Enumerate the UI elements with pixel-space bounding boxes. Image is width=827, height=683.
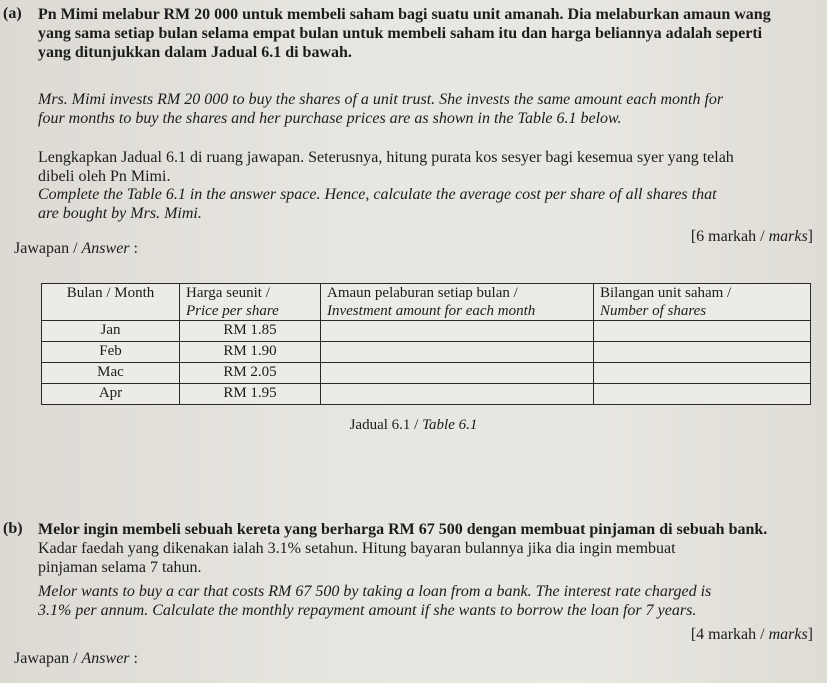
header-shares-ms: Bilangan unit saham / [600, 285, 732, 301]
answer-end: : [129, 650, 138, 667]
price-cell: RM 2.05 [180, 363, 321, 384]
part-a-marks [691, 228, 813, 246]
month-cell: Jan [42, 321, 180, 342]
part-b-en-line: Melor wants to buy a car that costs RM 67 500 by taking a loan from a bank. The interest rate charged is [38, 583, 712, 600]
answer-ms: Jawapan / [14, 650, 82, 667]
part-b-ms-line: Melor ingin membeli sebuah kereta yang berharga RM 67 500 dengan membuat pinjaman di sebuah bank. [38, 521, 768, 538]
table-row [42, 321, 811, 342]
marks-end: ] [807, 626, 813, 643]
answer-ms: Jawapan / [14, 240, 82, 257]
part-a-ms-line: yang sama setiap bulan selama empat bulan untuk membeli saham itu dan harga beliannya adalah seperti [38, 25, 763, 42]
header-price [180, 284, 321, 321]
instruction-ms-line: dibeli oleh Pn Mimi. [38, 168, 171, 185]
table-6-1 [41, 283, 811, 405]
part-b-marks [691, 626, 813, 644]
header-month-label: Bulan / Month [66, 285, 155, 301]
instruction-en-line: Complete the Table 6.1 in the answer space. Hence, calculate the average cost per share of all shares that [38, 186, 717, 203]
price-cell: RM 1.95 [180, 384, 321, 405]
part-b-label: (b) [3, 520, 23, 537]
header-month [42, 284, 180, 321]
part-a-en-line: four months to buy the shares and her purchase prices are as shown in the Table 6.1 below. [38, 110, 622, 127]
part-b-answer-label [14, 650, 138, 668]
amount-answer-cell[interactable] [321, 321, 594, 342]
header-shares-en: Number of shares [600, 303, 707, 319]
caption-en: Table 6.1 [422, 417, 478, 433]
amount-answer-cell[interactable] [321, 363, 594, 384]
amount-answer-cell[interactable] [321, 384, 594, 405]
marks-end: ] [807, 228, 813, 245]
price-cell: RM 1.85 [180, 321, 321, 342]
shares-answer-cell[interactable] [594, 363, 811, 384]
header-amount [321, 284, 594, 321]
header-amount-ms: Amaun pelaburan setiap bulan / [327, 285, 518, 301]
instruction-en-line: are bought by Mrs. Mimi. [38, 205, 202, 222]
part-a-en-line: Mrs. Mimi invests RM 20 000 to buy the shares of a unit trust. She invests the same amount each month for [38, 91, 724, 108]
month-cell: Mac [42, 363, 180, 384]
answer-en: Answer [81, 650, 130, 667]
part-a-ms-line: Pn Mimi melabur RM 20 000 untuk membeli saham bagi suatu unit amanah. Dia melaburkan amaun wang [38, 6, 771, 23]
header-price-ms: Harga seunit / [186, 285, 270, 301]
shares-answer-cell[interactable] [594, 342, 811, 363]
part-a-english-text [38, 90, 823, 128]
marks-ms: [4 markah / [690, 626, 769, 643]
part-b-ms-line: pinjaman selama 7 tahun. [38, 559, 202, 576]
header-shares [594, 284, 811, 321]
instruction-ms-line: Lengkapkan Jadual 6.1 di ruang jawapan. Seterusnya, hitung purata kos sesyer bagi kesemua syer yang telah [38, 149, 734, 166]
price-cell: RM 1.90 [180, 342, 321, 363]
header-amount-en: Investment amount for each month [327, 303, 536, 319]
part-a-malay-text [38, 5, 823, 62]
month-cell: Apr [42, 384, 180, 405]
header-price-en: Price per share [186, 303, 279, 319]
marks-ms: [6 markah / [690, 228, 769, 245]
table-header-row [42, 284, 811, 321]
amount-answer-cell[interactable] [321, 342, 594, 363]
part-a-answer-label [14, 240, 138, 258]
table-row [42, 384, 811, 405]
part-a-instruction-english [38, 185, 823, 223]
part-b-en-line: 3.1% per annum. Calculate the monthly repayment amount if she wants to borrow the loan for 7 years. [38, 602, 697, 619]
shares-answer-cell[interactable] [594, 321, 811, 342]
table-row [42, 363, 811, 384]
table-caption [0, 417, 827, 434]
marks-en: marks [768, 626, 808, 643]
part-b-malay-text [38, 520, 823, 577]
shares-answer-cell[interactable] [594, 384, 811, 405]
answer-en: Answer [81, 240, 130, 257]
table-row [42, 342, 811, 363]
month-cell: Feb [42, 342, 180, 363]
marks-en: marks [768, 228, 808, 245]
part-a-ms-line: yang ditunjukkan dalam Jadual 6.1 di bawah. [38, 44, 352, 61]
answer-end: : [129, 240, 138, 257]
part-a-label: (a) [3, 5, 22, 22]
part-a-instruction-malay [38, 148, 823, 186]
part-b-ms-line: Kadar faedah yang dikenakan ialah 3.1% setahun. Hitung bayaran bulannya jika dia ingin membuat [38, 540, 676, 557]
part-b-english-text [38, 582, 823, 620]
caption-ms: Jadual 6.1 / [349, 417, 423, 433]
